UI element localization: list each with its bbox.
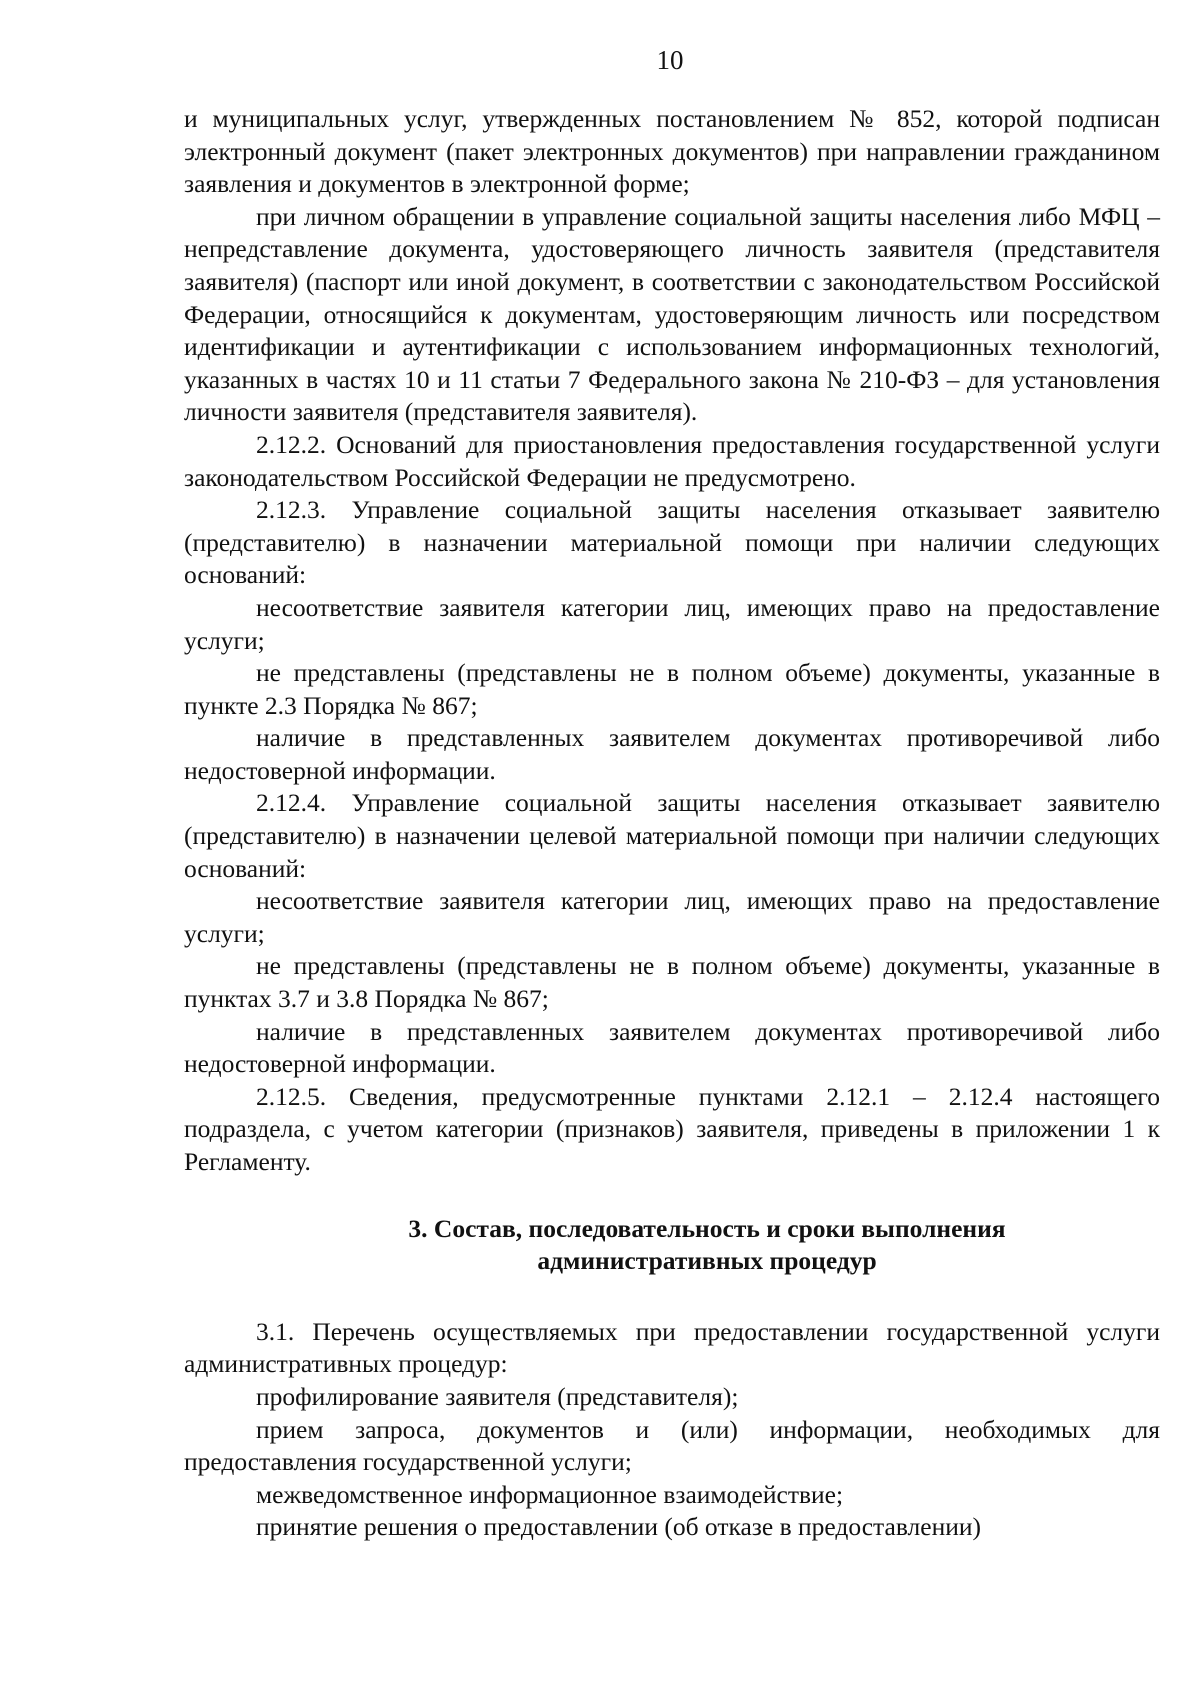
section-heading: [184, 1213, 1160, 1278]
paragraph-3: 2.12.2. Оснований для приостановления предоставления государственной услуги законодательством Российской Федерации не предусмотрено.: [184, 429, 1160, 492]
paragraph-11: наличие в представленных заявителем документах противоречивой либо недостоверной информации.: [184, 1016, 1160, 1079]
paragraph-8: 2.12.4. Управление социальной защиты населения отказывает заявителю (представителю) в назначении целевой материальной помощи при наличии следующих оснований:: [184, 788, 1160, 883]
paragraph-16: межведомственное информационное взаимодействие;: [256, 1479, 844, 1509]
paragraph-7: наличие в представленных заявителем документах противоречивой либо недостоверной информации.: [184, 723, 1160, 785]
paragraph-2: при личном обращении в управление социальной защиты населения либо МФЦ – непредставление документа, удостоверяющего личность заявителя (представителя заявителя) (паспорт или иной документ, в соответствии с законодательством Российской Федерации, относящийся к документам, удостоверяющим личность или посредством идентификации и аутентификации с использованием информационных технологий, указанных в частях 10 и 11 статьи 7 Федерального закона № 210-ФЗ – для установления личности заявителя (представителя заявителя).: [184, 201, 1160, 427]
paragraph-10: не представлены (представлены не в полном объеме) документы, указанные в пунктах 3.7 и 3.8 Порядка № 867;: [184, 951, 1160, 1014]
paragraph-1: и муниципальных услуг, утвержденных постановлением № 852, которой подписан электронный документ (пакет электронных документов) при направлении гражданином заявления и документов в электронной форме;: [184, 104, 1160, 199]
paragraph-9: несоответствие заявителя категории лиц, имеющих право на предоставление услуги;: [184, 886, 1160, 948]
paragraph-14: профилирование заявителя (представителя);: [256, 1381, 739, 1411]
page-number: 10: [656, 45, 684, 75]
section-heading-line-2: административных процедур: [537, 1246, 877, 1276]
paragraph-13: 3.1. Перечень осуществляемых при предоставлении государственной услуги административных процедур:: [184, 1316, 1160, 1379]
paragraph-12: 2.12.5. Сведения, предусмотренные пунктами 2.12.1 – 2.12.4 настоящего подраздела, с учетом категории (признаков) заявителя, приведены в приложении 1 к Регламенту.: [184, 1081, 1160, 1176]
paragraph-15: прием запроса, документов и (или) информации, необходимых для предоставления государственной услуги;: [184, 1414, 1160, 1477]
paragraph-5: несоответствие заявителя категории лиц, имеющих право на предоставление услуги;: [184, 592, 1160, 655]
paragraph-4: 2.12.3. Управление социальной защиты населения отказывает заявителю (представителю) в назначении материальной помощи при наличии следующих оснований:: [184, 495, 1160, 590]
document-body: [184, 103, 1160, 1544]
paragraph-17: принятие решения о предоставлении (об отказе в предоставлении): [256, 1512, 981, 1542]
section-heading-line-1: 3. Состав, последовательность и сроки выполнения: [408, 1213, 1006, 1243]
paragraph-6: не представлены (представлены не в полном объеме) документы, указанные в пункте 2.3 Порядка № 867;: [184, 658, 1160, 720]
